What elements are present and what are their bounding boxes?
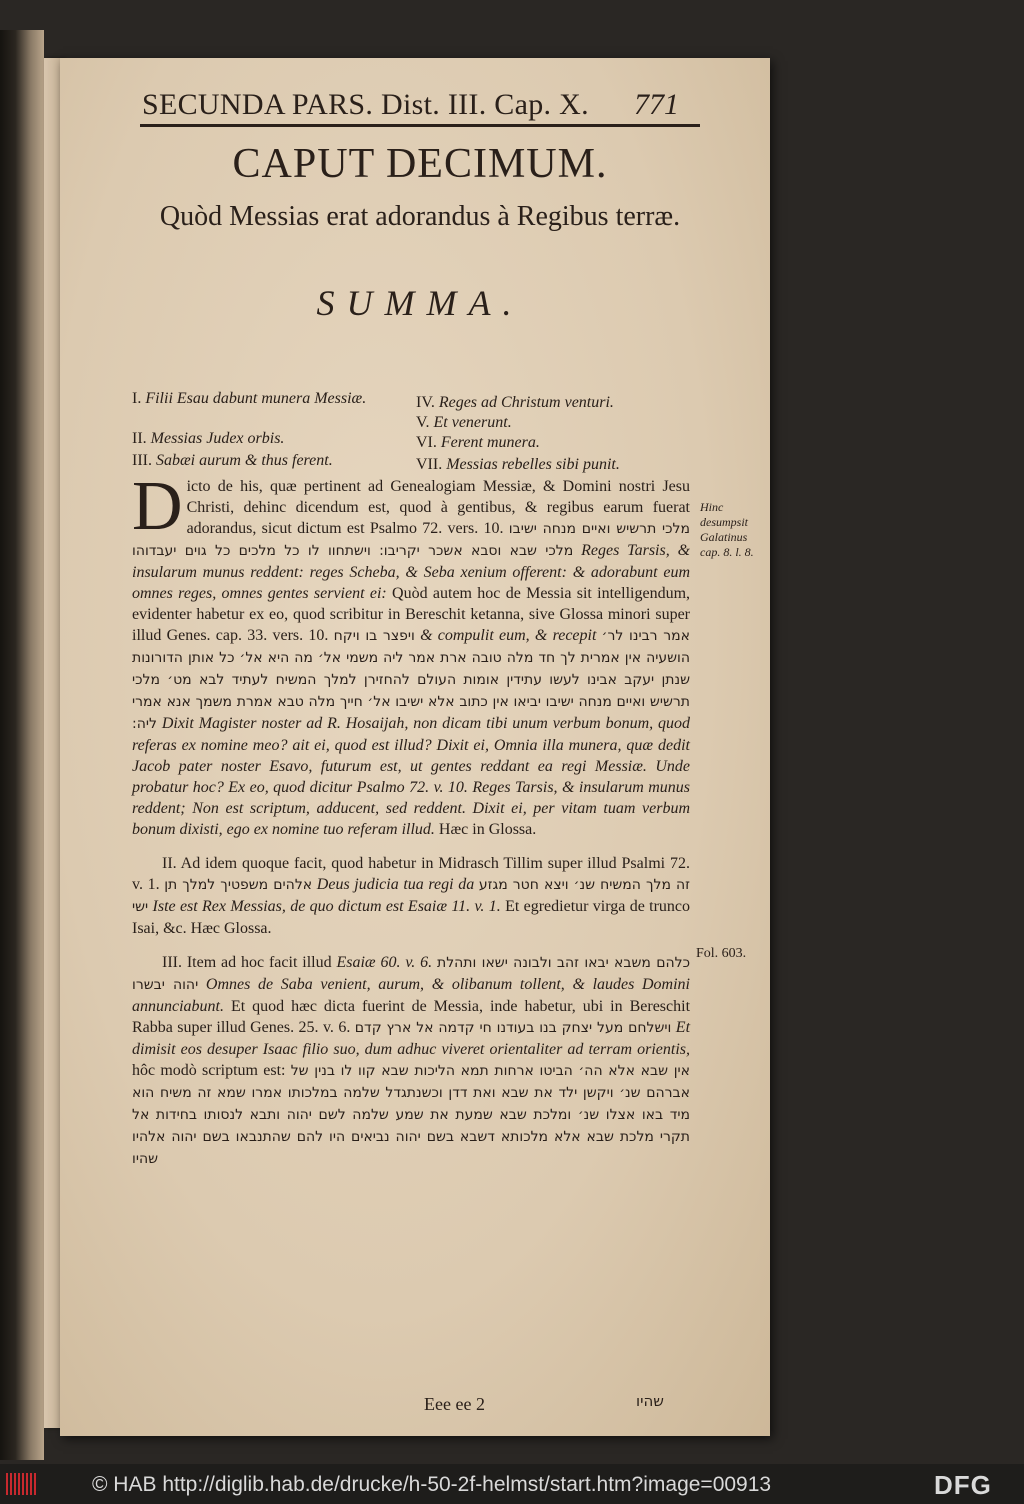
summary-item xyxy=(416,456,620,474)
para3-text-a: III. Item ad hoc facit illud xyxy=(162,954,332,971)
para1-text-a: icto de his, quæ pertinent ad Genealogiam Messiæ, & Domini nostri Jesu Christi, dehinc dicendum est, quod à gentibus, & regibus earum fuerat adorandus, sicut dictum est Psalmo 72. vers. 10. xyxy=(186,478,690,537)
paragraph-2 xyxy=(132,853,690,939)
signature-mark: Eee ee 2 xyxy=(424,1394,485,1414)
summary-number: IV. xyxy=(416,394,435,411)
latin-translation: Iste est Rex Messias, de quo dictum est Esaiæ 11. v. 1. xyxy=(152,898,501,915)
latin-translation: Dixit Magister noster ad R. Hosaijah, non dicam tibi unum verbum bonum, quod referas ex nomine meo? ait ei, quod est illud? Dixit ei, Omnia illa munera, quæ dedit Jacob pater noster Esavo, futurum est, ut gentes reddant ea regi Messiæ. Unde probatur hoc? Ex eo, quod dicitur Psalmo 72. v. 10. Reges Tarsis, & insularum munus reddent; Non est scriptum, adducent, sed reddent. Dixit ei, per vitam tuam verbum bonum dixisti, ego ex nomine tuo referam illud. xyxy=(132,715,690,838)
summary-number: I. xyxy=(132,390,142,407)
summary-text: Ferent munera. xyxy=(440,434,540,451)
summary-text: Messias Judex orbis. xyxy=(150,430,285,447)
summary-text: Et venerunt. xyxy=(433,414,512,431)
hebrew-quote: אלהים משפטיך למלך תן xyxy=(164,877,313,893)
para3-text-c: hôc modò scriptum est: xyxy=(132,1062,286,1079)
para1-end: Hæc in Glossa. xyxy=(438,821,537,838)
drop-cap: D xyxy=(132,468,183,545)
summary-item xyxy=(416,434,540,452)
summary-number: VI. xyxy=(416,434,437,451)
hebrew-quote: אין שבא אלא הה׳ הביטו ארחות תמא הליכות שבא קוו לו בנין של אברהם שנ׳ ויקשן ילד את שבא ואת דדן וכשנתגדל שלמה במלכותו אמרו שמא זה משיח הוא מיד באו אצלו שנ׳ ומלכת שבא שמעת את שמע שלמה לשם יהוה ותבא לנסותו בחידות אל תקרי מלכת שבא אלא מלכותא דשבא בשם יהוה נביאים היו להם שהתנבאו בשם יהוה אלהיו שהיו xyxy=(132,1063,690,1167)
paragraph-1 xyxy=(132,468,691,840)
book-spine xyxy=(0,30,44,1460)
bible-reference: Esaiæ 60. v. 6. xyxy=(336,954,433,971)
latin-translation: Omnes de Saba venient, aurum, & olibanum tollent, & laudes Domini annunciabunt. xyxy=(132,976,690,1015)
summary-number: II. xyxy=(132,430,147,447)
latin-translation: & compulit eum, & recepit xyxy=(420,627,597,644)
hebrew-quote: אמר רבינו לר׳ הושעיה אין אמרית לך חד מלה טובה ארת אמר ליה משמי אל׳ מה היא אל׳ כל אותן הדורונות שנתן יעקב אבינו לעשו עתידין אומות העולם להחזירן למלך המשיח לעתיד לבא מט׳ מלכי תרשיש ואיים מנחה ישיבו יביאו אין כתוב אלא ישיבו אל׳ חייך מלה טבא אמרת משמך אנא אמרי ליה: xyxy=(132,628,691,732)
summary-item xyxy=(132,390,366,408)
hebrew-quote: מלכי תרשיש ואיים מנחה ישיבו מלכי שבא וסבא אשכר יקריבו: וישתחוו לו כל מלכים כל גוים יעבדוהו xyxy=(132,521,690,559)
body-text xyxy=(132,468,691,1183)
summary-text: Sabæi aurum & thus ferent. xyxy=(155,452,333,469)
running-head: SECUNDA PARS. Dist. III. Cap. X. xyxy=(142,88,589,121)
latin-translation: Et dimisit eos desuper Isaac filio suo, dum adhuc viveret orientaliter ad terram orientis, xyxy=(132,1019,691,1058)
paragraph-3 xyxy=(132,952,690,1170)
chapter-title: CAPUT DECIMUM. xyxy=(232,141,608,187)
summary-item xyxy=(132,430,284,448)
summary-text: Messias rebelles sibi punit. xyxy=(446,456,620,473)
summa-heading: SUMMA. xyxy=(316,283,524,323)
copyright-link[interactable]: © HAB http://diglib.hab.de/drucke/h-50-2f-helmst/start.htm?image=00913 xyxy=(92,1473,772,1496)
summary-item xyxy=(416,394,614,412)
para1-text-b: Quòd autem hoc de Messia sit intelligendum, evidenter habetur ex eo, quod scribitur in Bereschit ketanna, sive Glossa minori super illud Genes. cap. 33. vers. 10. xyxy=(132,585,691,644)
para3-text-b: Et quod hæc dicta fuerint de Messia, inde habetur, ubi in Bereschit Rabba super illud Genes. 25. v. 6. xyxy=(132,998,691,1036)
summary-text: Filii Esau dabunt munera Messiæ. xyxy=(145,390,367,407)
latin-translation: Reges Tarsis, & insularum munus reddent: reges Scheba, & Seba xenium offerent: & adorabunt eum omnes reges, omnes gentes servient ei: xyxy=(132,542,691,602)
chapter-subtitle: Quòd Messias erat adorandus à Regibus terræ. xyxy=(159,201,681,232)
hebrew-quote: זה מלך המשיח שנ׳ ויצא חטר מגזע ישי xyxy=(132,877,691,915)
catchword: שהיו xyxy=(636,1392,664,1410)
margin-note: Hinc desumpsit Galatinus cap. 8. l. 8. xyxy=(700,500,754,559)
library-barcode-icon xyxy=(6,1473,40,1495)
summary-number: V. xyxy=(416,414,430,431)
latin-translation: Deus judicia tua regi da xyxy=(316,876,475,893)
hebrew-quote: כלהם משבא יבאו זהב ולבונה ישאו ותהלת יהוה יבשרו xyxy=(132,955,691,993)
margin-note: Fol. 603. xyxy=(696,946,747,961)
summary-number: III. xyxy=(132,452,152,469)
para2-text-a: II. Ad idem quoque facit, quod habetur in Midrasch Tillim super illud Psalmi 72. v. 1. xyxy=(132,855,690,893)
summary-number: VII. xyxy=(416,456,443,473)
header-rule xyxy=(140,124,700,127)
para2-text-b: Et egredietur virga de trunco Isai, &c. Hæc Glossa. xyxy=(132,898,691,937)
dfg-logo: DFG xyxy=(934,1470,992,1500)
page-number: 771 xyxy=(634,88,679,121)
hebrew-quote: וישלחם מעל יצחק בנו בעודנו חי קדמה אל ארץ קדם xyxy=(354,1020,672,1036)
hebrew-quote: ויפצר בו ויקח xyxy=(333,628,415,644)
summary-item xyxy=(416,414,512,432)
summary-text: Reges ad Christum venturi. xyxy=(438,394,614,411)
footer-bar xyxy=(0,1464,1024,1504)
